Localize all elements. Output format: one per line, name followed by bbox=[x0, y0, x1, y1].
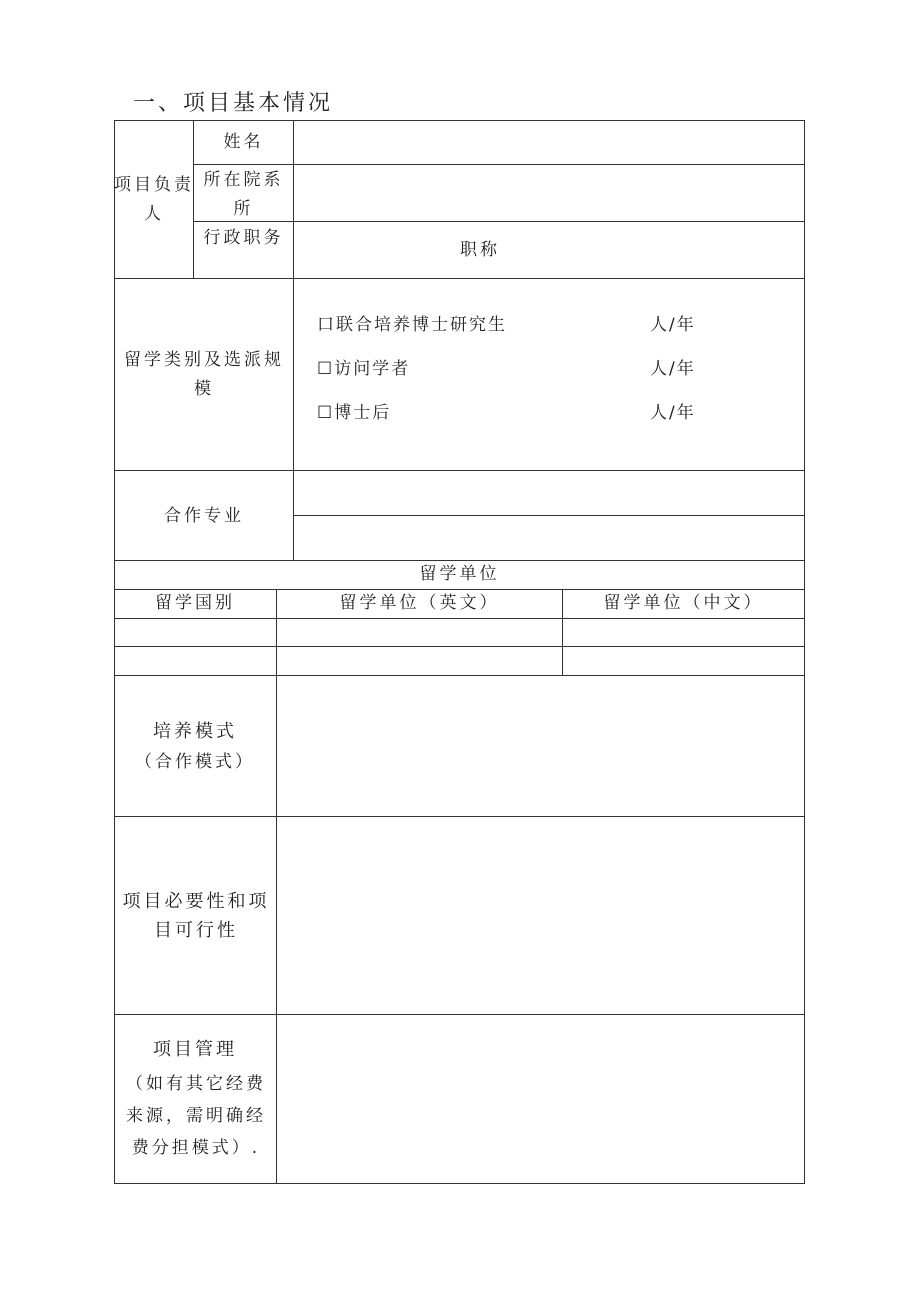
training-mode-field[interactable] bbox=[277, 676, 804, 816]
option-joint-phd-unit: 人/年 bbox=[650, 315, 696, 335]
major-field-1[interactable] bbox=[294, 471, 804, 515]
checkbox-visiting-scholar[interactable]: ☐ bbox=[317, 359, 335, 379]
management-field[interactable] bbox=[277, 1015, 804, 1183]
col-country-header: 留学国别 bbox=[155, 593, 235, 613]
management-sublabel: （如有其它经费来源，需明确经费分担模式）. bbox=[126, 1074, 266, 1158]
country-cell[interactable] bbox=[115, 647, 276, 675]
section-title: 一、项目基本情况 bbox=[133, 91, 334, 116]
option-joint-phd-text: 联合培养博士研究生 bbox=[336, 315, 507, 335]
institution-en-cell[interactable] bbox=[277, 619, 562, 646]
name-field[interactable] bbox=[294, 121, 804, 164]
col-en-header: 留学单位（英文） bbox=[339, 593, 500, 613]
checkbox-joint-phd[interactable]: 口 bbox=[317, 315, 336, 335]
institution-cn-cell[interactable] bbox=[563, 647, 804, 675]
department-field[interactable] bbox=[294, 165, 804, 221]
option-visiting-scholar-text: 访问学者 bbox=[334, 359, 411, 379]
option-postdoc[interactable] bbox=[317, 398, 391, 423]
name-label: 姓名 bbox=[223, 132, 264, 152]
option-visiting-scholar[interactable] bbox=[317, 354, 410, 379]
major-field-2[interactable] bbox=[294, 516, 804, 560]
option-visiting-scholar-unit: 人/年 bbox=[650, 359, 696, 379]
institution-en-cell[interactable] bbox=[277, 647, 562, 675]
admin-position-field[interactable] bbox=[294, 222, 434, 278]
major-label: 合作专业 bbox=[164, 506, 244, 526]
institution-header: 留学单位 bbox=[419, 564, 500, 584]
option-postdoc-unit: 人/年 bbox=[650, 403, 696, 423]
option-postdoc-text: 博士后 bbox=[334, 403, 392, 423]
department-label: 所在院系所 bbox=[203, 170, 284, 219]
necessity-field[interactable] bbox=[277, 817, 804, 1014]
rank-field[interactable] bbox=[530, 222, 804, 278]
institution-cn-cell[interactable] bbox=[563, 619, 804, 646]
rank-label: 职称 bbox=[460, 240, 500, 260]
management-label: 项目管理 bbox=[153, 1039, 237, 1060]
country-cell[interactable] bbox=[115, 619, 276, 646]
option-joint-phd[interactable] bbox=[317, 310, 507, 335]
checkbox-postdoc[interactable]: ☐ bbox=[317, 403, 335, 423]
training-mode-sublabel: （合作模式） bbox=[135, 752, 255, 772]
necessity-label: 项目必要性和项目可行性 bbox=[122, 891, 270, 941]
leader-group-label: 项目负责人 bbox=[114, 175, 194, 224]
admin-position-label: 行政职务 bbox=[203, 228, 284, 248]
col-cn-header: 留学单位（中文） bbox=[603, 593, 764, 613]
training-mode-label: 培养模式 bbox=[153, 721, 237, 742]
study-type-label: 留学类别及选派规模 bbox=[124, 350, 284, 399]
